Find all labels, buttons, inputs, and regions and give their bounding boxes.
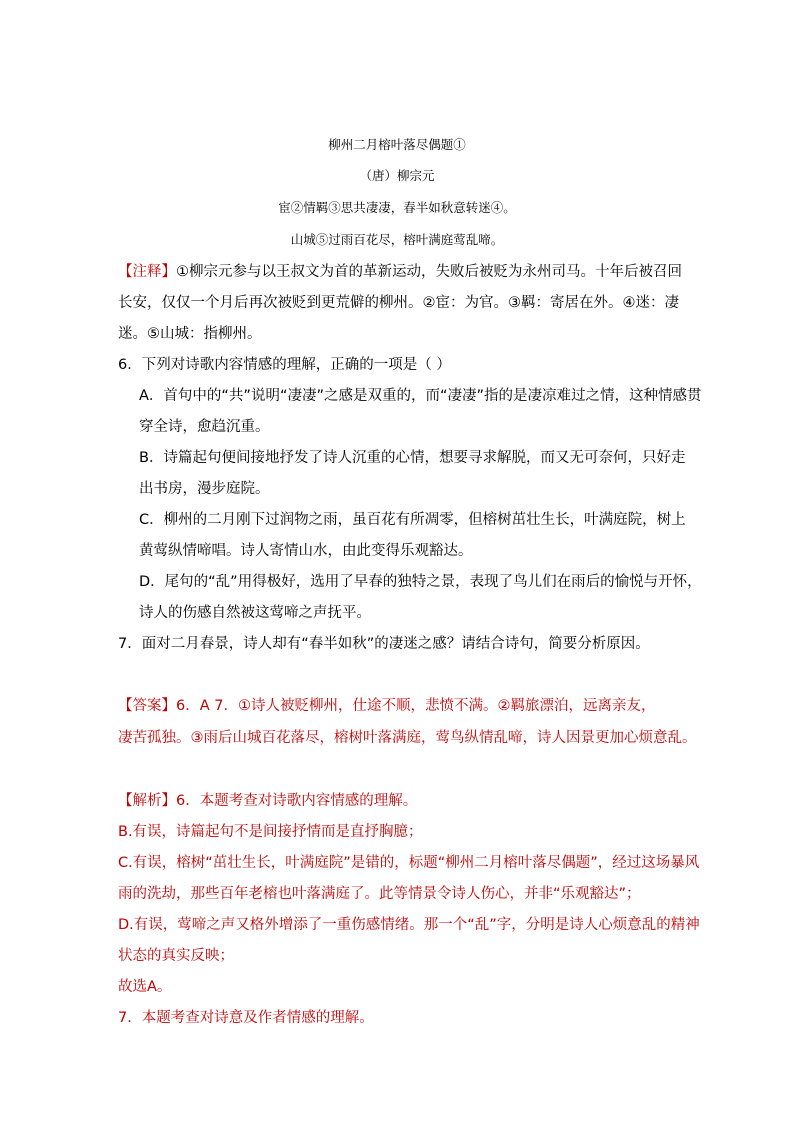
analysis-line-1: 【解析】6．本题考查对诗歌内容情感的理解。 bbox=[118, 793, 418, 809]
analysis-line-3: C.有误，榕树“茁壮生长，叶满庭院”是错的，标题“柳州二月榕叶落尽偶题”，经过这场暴风 bbox=[118, 855, 700, 871]
notes-line-1: 【注释】①柳宗元参与以王叔文为首的革新运动，失败后被贬为永州司马。十年后被召回 bbox=[118, 264, 682, 280]
option-b-line-1: B．诗篇起句便间接地抒发了诗人沉重的心情，想要寻求解脱，而又无可奈何，只好走 bbox=[139, 450, 686, 466]
answer-line-2: 凄苦孤独。③雨后山城百花落尽，榕树叶落满庭，莺鸟纵情乱啼，诗人因景更加心烦意乱。 bbox=[118, 730, 697, 746]
analysis-line-4: 雨的洗劫，那些百年老榕也叶落满庭了。此等情景令诗人伤心，并非“乐观豁达”； bbox=[118, 886, 641, 902]
poem-author: （唐）柳宗元 bbox=[359, 168, 435, 183]
analysis-line-2: B.有误，诗篇起句不是间接抒情而是直抒胸臆； bbox=[118, 824, 423, 840]
option-a-line-2: 穿全诗，愈趋沉重。 bbox=[139, 419, 270, 435]
poem-line-2: 山城⑤过雨百花尽，榕叶满庭莺乱啼。 bbox=[290, 232, 504, 247]
analysis-line-5: D.有误，莺啼之声又格外增添了一重伤感情绪。那一个“乱”字，分明是诗人心烦意乱的精神 bbox=[118, 917, 700, 933]
notes-label: 【注释】 bbox=[118, 264, 176, 280]
notes-line-3: 迷。⑤山城：指柳州。 bbox=[118, 326, 262, 342]
option-a-line-1: A．首句中的“共”说明“凄凄”之感是双重的，而“凄凄”指的是凄凉难过之情，这种情感贯 bbox=[139, 388, 702, 404]
analysis-line-7: 故选A。 bbox=[118, 979, 172, 995]
option-d-line-2: 诗人的伤感自然被这莺啼之声抚平。 bbox=[139, 605, 371, 621]
option-b-line-2: 出书房，漫步庭院。 bbox=[139, 481, 270, 497]
analysis-line-6: 状态的真实反映； bbox=[118, 948, 234, 964]
poem-line-1: 宦②情羁③思共凄凄，春半如秋意转迷④。 bbox=[278, 200, 516, 215]
option-c-line-1: C．柳州的二月刚下过润物之雨，虽百花有所凋零，但榕树茁壮生长，叶满庭院，树上 bbox=[139, 512, 686, 528]
question-7-stem: 7．面对二月春景，诗人却有“春半如秋”的凄迷之感？请结合诗句，简要分析原因。 bbox=[118, 636, 650, 652]
question-6-stem: 6．下列对诗歌内容情感的理解，正确的一项是（ ） bbox=[118, 357, 451, 373]
answer-line-1: 【答案】6．A 7．①诗人被贬柳州，仕途不顺，悲愤不满。②羁旅漂泊，远离亲友， bbox=[118, 698, 656, 714]
option-c-line-2: 黄莺纵情啼唱。诗人寄情山水，由此变得乐观豁达。 bbox=[139, 543, 473, 559]
notes-line-2: 长安，仅仅一个月后再次被贬到更荒僻的柳州。②宦：为官。③羁：寄居在外。④迷：凄 bbox=[118, 295, 679, 311]
analysis-line-8: 7．本题考查对诗意及作者情感的理解。 bbox=[118, 1010, 374, 1026]
option-d-line-1: D．尾句的“乱”用得极好，选用了早春的独特之景，表现了鸟儿们在雨后的愉悦与开怀， bbox=[139, 574, 702, 590]
poem-title: 柳州二月榕叶落尽偶题① bbox=[328, 137, 466, 152]
